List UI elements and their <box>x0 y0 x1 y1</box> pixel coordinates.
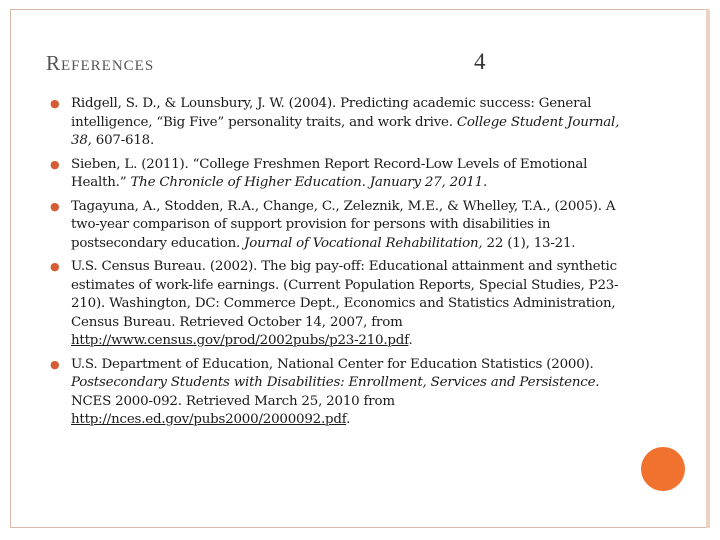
reference-source: The Chronicle of Higher Education. January 27, 2011. <box>130 175 487 190</box>
reference-text: 607-618. <box>91 133 155 148</box>
bullet-icon: ● <box>50 357 60 371</box>
reference-item <box>46 258 626 351</box>
reference-item <box>46 198 626 254</box>
reference-item <box>46 356 626 430</box>
reference-text: Ridgell, S. D., & Lounsbury, J. W. (2004). Predicting academic success: General intelligence, “Big Five” personality traits, and work drive. <box>71 96 592 130</box>
bullet-icon: ● <box>50 97 60 110</box>
slide-number: 4 <box>474 49 486 74</box>
reference-text: . <box>346 412 351 427</box>
reference-source: Postsecondary Students with Disabilities: Enrollment, Services and Persistence. <box>71 375 600 390</box>
reference-text: 22 (1), 13-21. <box>482 235 576 251</box>
nces-report-link[interactable]: http://nces.ed.gov/pubs2000/2000092.pdf <box>71 412 347 427</box>
census-report-link[interactable]: http://www.census.gov/prod/2002pubs/p23-210.pdf <box>71 333 409 348</box>
reference-text: NCES 2000-092. Retrieved March 25, 2010 from <box>71 393 395 409</box>
reference-text: Sieben, L. (2011). “College Freshmen Report Record-Low Levels of Emotional Health.” <box>71 156 588 190</box>
reference-item <box>46 156 626 193</box>
bullet-icon: ● <box>50 199 60 213</box>
reference-text: Tagayuna, A., Stodden, R.A., Change, C., Zeleznik, M.E., & Whelley, T.A., (2005). A two-year comparison of support provision for persons with disabilities in postsecondary education. <box>71 198 616 251</box>
reference-text: . <box>408 333 413 348</box>
reference-item <box>46 95 626 151</box>
slide-frame-shadow <box>706 9 710 528</box>
bullet-icon: ● <box>50 260 60 273</box>
reference-source: College Student Journal, 38, <box>71 114 620 148</box>
reference-list <box>46 95 626 435</box>
bullet-icon: ● <box>50 157 60 171</box>
reference-text: U.S. Census Bureau. (2002). The big pay-off: Educational attainment and synthetic estimates of work-life earnings. (Current Population Reports, Special Studies, P23-210). Washington, DC: Commerce Dept., Economics and Statistics Administration, Census Bureau. Retrieved October 14, 2007, from <box>71 259 619 330</box>
reference-source: Journal of Vocational Rehabilitation, <box>244 235 483 251</box>
slide-title: References <box>46 51 155 75</box>
decorative-circle <box>641 447 685 491</box>
reference-text: U.S. Department of Education, National Center for Education Statistics (2000). <box>71 356 594 372</box>
